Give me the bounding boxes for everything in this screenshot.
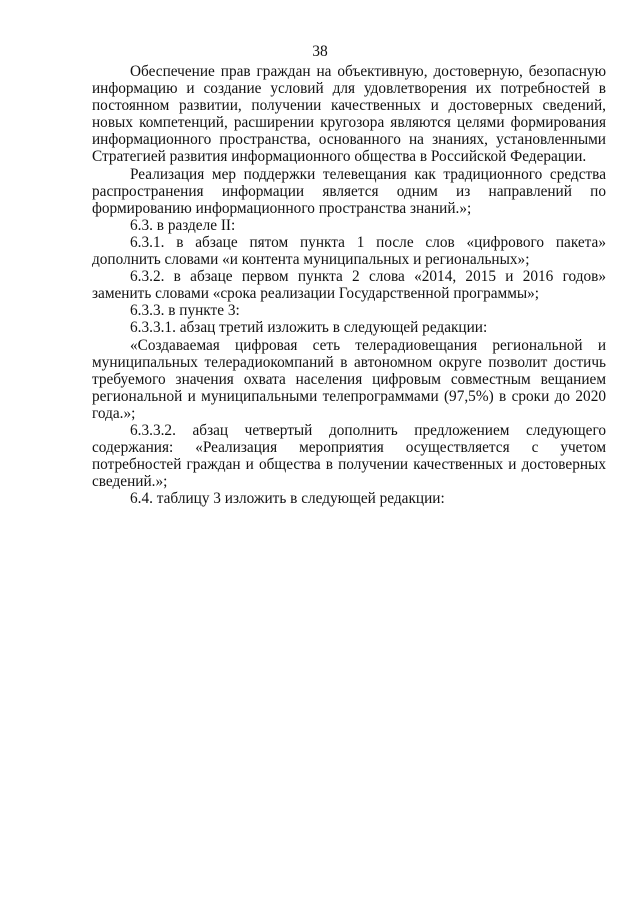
paragraph-tv-support: Реализация мер поддержки телевещания как традиционного средства распространения информации является одним из направлений по формированию информационного пространства знаний.»; bbox=[92, 165, 606, 217]
paragraph-6-3: 6.3. в разделе II: bbox=[130, 216, 236, 234]
paragraph-6-3-1: 6.3.1. в абзаце пятом пункта 1 после слов «цифрового пакета» дополнить словами «и контента муниципальных и региональных»; bbox=[92, 233, 606, 269]
page-number: 38 bbox=[312, 43, 328, 60]
paragraph-6-3-3-2: 6.3.3.2. абзац четвертый дополнить предложением следующего содержания: «Реализация мероприятия осуществляется с учетом потребностей граждан и общества в получении качественных и достоверных сведений.»; bbox=[92, 421, 606, 491]
paragraph-6-3-3: 6.3.3. в пункте 3: bbox=[130, 302, 240, 320]
paragraph-6-3-3-1: 6.3.3.1. абзац третий изложить в следующей редакции: bbox=[130, 319, 488, 337]
document-body bbox=[92, 63, 606, 507]
paragraph-6-4: 6.4. таблицу 3 изложить в следующей редакции: bbox=[130, 490, 445, 508]
paragraph-information-rights: Обеспечение прав граждан на объективную, достоверную, безопасную информацию и создание условий для удовлетворения их потребностей в постоянном развитии, получении качественных и достоверных сведений, новых компетенций, расширении кругозора являются целями формирования информационного пространства, основанного на знаниях, установленными Стратегией развития информационного общества в Российской Федерации. bbox=[92, 63, 606, 166]
paragraph-digital-network: «Создаваемая цифровая сеть телерадиовещания региональной и муниципальных телерадиокомпаний в автономном округе позволит достичь требуемого значения охвата населения цифровым совместным вещанием региональной и муниципальными телепрограммами (97,5%) в сроки до 2020 года.»; bbox=[92, 336, 606, 422]
paragraph-6-3-2: 6.3.2. в абзаце первом пункта 2 слова «2014, 2015 и 2016 годов» заменить словами «срока реализации Государственной программы»; bbox=[92, 268, 606, 303]
